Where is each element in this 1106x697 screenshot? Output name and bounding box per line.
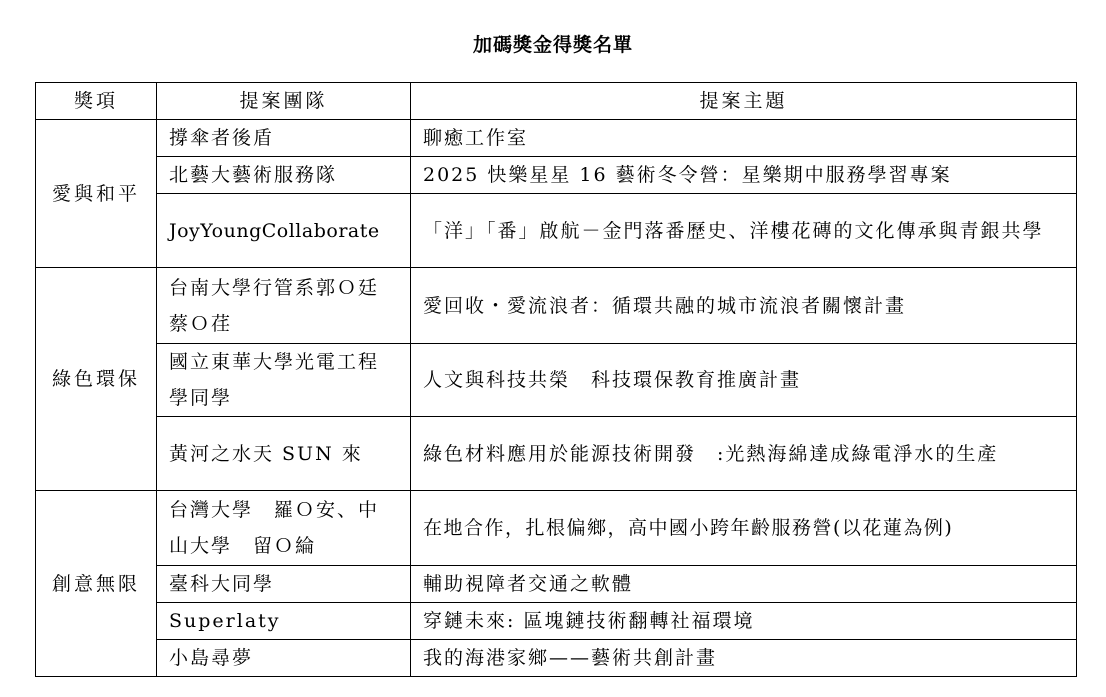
team-cell: JoyYoungCollaborate (157, 194, 411, 268)
topic-cell: 人文與科技共榮 科技環保教育推廣計畫 (411, 344, 1077, 417)
team-cell: 台南大學行管系郭Ｏ廷 蔡Ｏ荏 (157, 268, 411, 344)
topic-cell: 在地合作，扎根偏鄉，高中國小跨年齡服務營(以花蓮為例) (411, 491, 1077, 566)
page-title: 加碼獎金得獎名單 (472, 34, 633, 56)
award-winners-table (35, 82, 1077, 677)
topic-cell: 我的海港家鄉——藝術共創計畫 (411, 640, 1077, 677)
topic-cell: 綠色材料應用於能源技術開發 :光熱海綿達成綠電淨水的生產 (411, 417, 1077, 491)
table-row (36, 344, 1077, 417)
table-row (36, 157, 1077, 194)
award-category-cell: 創意無限 (36, 491, 157, 677)
header-topic: 提案主題 (411, 83, 1077, 120)
topic-cell: 聊癒工作室 (411, 120, 1077, 157)
table-row (36, 603, 1077, 640)
team-cell: 黃河之水天 SUN 來 (157, 417, 411, 491)
table-row (36, 120, 1077, 157)
topic-cell: 愛回收・愛流浪者：循環共融的城市流浪者關懷計畫 (411, 268, 1077, 344)
table-row (36, 566, 1077, 603)
topic-cell: 「洋」「番」啟航－金門落番歷史、洋樓花磚的文化傳承與青銀共學 (411, 194, 1077, 268)
table-row (36, 417, 1077, 491)
award-category-cell: 綠色環保 (36, 268, 157, 491)
topic-cell: 穿鏈未來: 區塊鏈技術翻轉社福環境 (411, 603, 1077, 640)
award-category-cell: 愛與和平 (36, 120, 157, 268)
team-cell: 台灣大學 羅Ｏ安、中山大學 留Ｏ綸 (157, 491, 411, 566)
table-row (36, 640, 1077, 677)
table-header-row (36, 83, 1077, 120)
header-team: 提案團隊 (157, 83, 411, 120)
team-cell: 撐傘者後盾 (157, 120, 411, 157)
table-row (36, 268, 1077, 344)
topic-cell: 輔助視障者交通之軟體 (411, 566, 1077, 603)
team-cell: Superlaty (157, 603, 411, 640)
topic-cell: 2025 快樂星星 16 藝術冬令營：星樂期中服務學習專案 (411, 157, 1077, 194)
team-cell: 國立東華大學光電工程學同學 (157, 344, 411, 417)
header-award: 獎項 (36, 83, 157, 120)
table-row (36, 491, 1077, 566)
team-cell: 臺科大同學 (157, 566, 411, 603)
table-row (36, 194, 1077, 268)
team-cell: 小島尋夢 (157, 640, 411, 677)
team-cell: 北藝大藝術服務隊 (157, 157, 411, 194)
